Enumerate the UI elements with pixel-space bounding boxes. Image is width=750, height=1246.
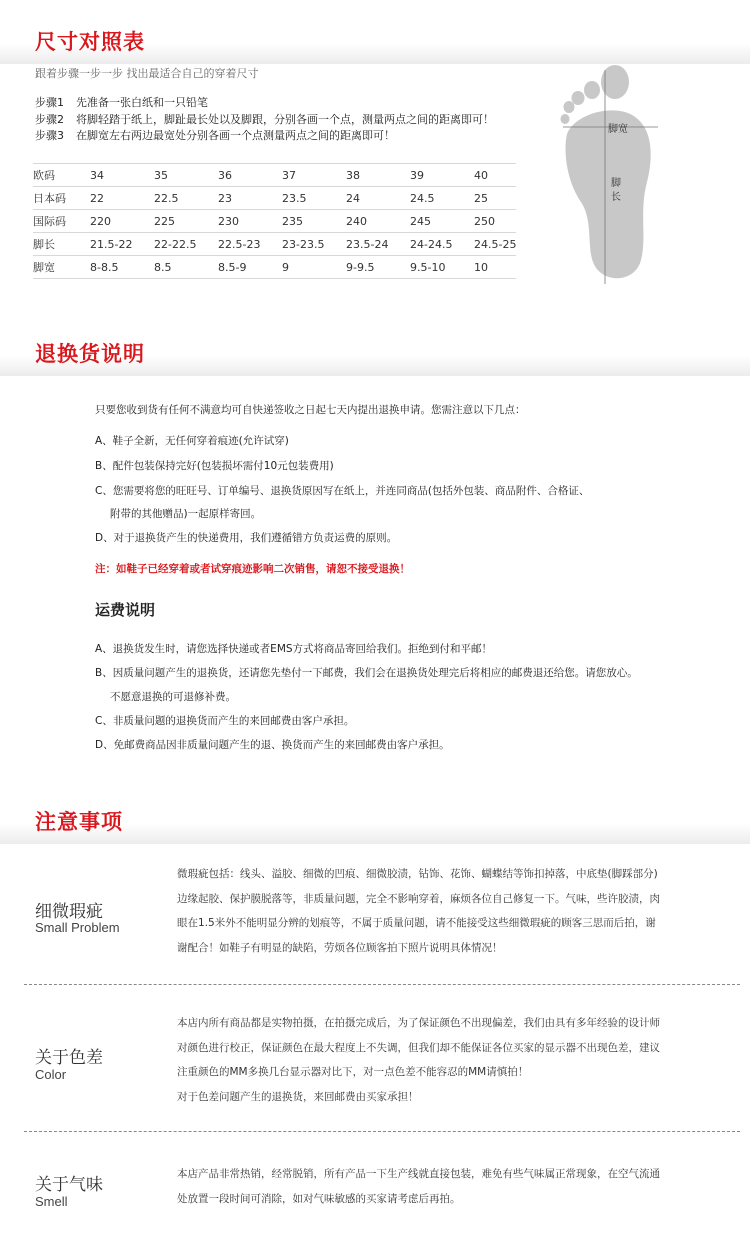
foot-length-label-2: 长 [611, 192, 621, 203]
shipping-item: D、免邮费商品因非质量问题产生的退、换货而产生的来回邮费由客户承担。 [95, 739, 450, 751]
table-cell: 225 [154, 210, 218, 233]
note-title-cn: 关于色差 [35, 1048, 103, 1068]
table-cell: 24-24.5 [410, 233, 474, 256]
table-cell: 220 [90, 210, 154, 233]
note-line: 处放置一段时间可消除，如对气味敏感的买家请考虑后再拍。 [177, 1192, 461, 1205]
step-text: 在脚宽左右两边最宽处分别各画一个点测量两点之间的距离即可！ [76, 129, 395, 142]
table-cell: 23-23.5 [282, 233, 346, 256]
step-text: 先准备一张白纸和一只铅笔 [76, 96, 208, 109]
table-cell: 24.5-25 [474, 233, 516, 256]
step-2 [35, 112, 494, 129]
shipping-item: B、因质量问题产生的退换货，还请您先垫付一下邮费，我们会在退换货处理完后将相应的邮费退还给您。请您放心。 [95, 667, 638, 679]
note-line: 本店内所有商品都是实物拍摄，在拍摄完成后，为了保证颜色不出现偏差，我们由具有多年经验的设计师 [177, 1017, 660, 1029]
table-cell: 10 [474, 256, 516, 279]
note-title-en: Color [35, 1067, 67, 1082]
shipping-item: C、非质量问题的退换货而产生的来回邮费由客户承担。 [95, 715, 355, 727]
table-cell: 250 [474, 210, 516, 233]
divider [24, 984, 740, 985]
note-line: 眼在1.5米外不能明显分辨的划痕等，不属于质量问题，请不能接受这些细微瑕疵的顾客三思而后拍，谢 [177, 917, 656, 929]
table-cell: 24.5 [410, 187, 474, 210]
shipping-item: A、退换货发生时，请您选择快递或者EMS方式将商品寄回给我们。拒绝到付和平邮！ [95, 643, 493, 655]
size-chart-header [0, 18, 750, 64]
table-cell: 22 [90, 187, 154, 210]
note-line: 对于色差问题产生的退换货，来回邮费由买家承担！ [177, 1090, 419, 1103]
table-cell: 39 [410, 164, 474, 187]
shipping-item: 不愿意退换的可退修补费。 [110, 691, 236, 703]
note-line: 谢配合！如鞋子有明显的缺陷，劳烦各位顾客拍下照片说明具体情况！ [177, 941, 503, 954]
table-cell: 9-9.5 [346, 256, 410, 279]
table-cell: 22-22.5 [154, 233, 218, 256]
foot-length-label-1: 脚 [611, 178, 621, 189]
return-title: 退换货说明 [35, 342, 145, 366]
note-line: 注重颜色的MM多换几台显示器对比下，对一点色差不能容忍的MM请慎拍！ [177, 1066, 529, 1078]
step-1 [35, 95, 494, 112]
note-line: 微瑕疵包括：线头、溢胶、细微的凹痕、细微胶渍，钻饰、花饰、蝴蝶结等饰扣掉落，中底垫(脚踩部分) [177, 868, 658, 880]
table-cell: 22.5-23 [218, 233, 282, 256]
table-cell: 36 [218, 164, 282, 187]
step-text: 将脚轻踏于纸上，脚趾最长处以及脚跟，分别各画一个点，测量两点之间的距离即可！ [76, 112, 494, 126]
table-cell: 38 [346, 164, 410, 187]
row-header: 欧码 [33, 164, 90, 187]
note-text [177, 1011, 732, 1109]
return-warning: 注：如鞋子已经穿着或者试穿痕迹影响二次销售，请恕不接受退换！ [95, 563, 410, 575]
table-cell: 240 [346, 210, 410, 233]
table-row [33, 210, 516, 233]
divider [24, 1131, 740, 1132]
table-cell: 8-8.5 [90, 256, 154, 279]
row-header: 国际码 [33, 210, 90, 233]
return-item: A、鞋子全新，无任何穿着痕迹(允许试穿) [95, 435, 289, 447]
table-cell: 21.5-22 [90, 233, 154, 256]
size-table [33, 163, 516, 279]
table-cell: 37 [282, 164, 346, 187]
row-header: 脚长 [33, 233, 90, 256]
note-line: 本店产品非常热销，经常脱销，所有产品一下生产线就直接包装，难免有些气味属正常现象，在空气流通 [177, 1168, 660, 1180]
table-cell: 230 [218, 210, 282, 233]
note-title-en: Small Problem [35, 920, 120, 935]
note-line: 对颜色进行校正，保证颜色在最大程度上不失调，但我们却不能保证各位买家的显示器不出现色差，建议 [177, 1041, 660, 1054]
table-cell: 245 [410, 210, 474, 233]
return-intro: 只要您收到货有任何不满意均可自快递签收之日起七天内提出退换申请。您需注意以下几点： [95, 404, 526, 416]
notes-header [0, 798, 750, 844]
table-cell: 8.5-9 [218, 256, 282, 279]
step-label: 步骤2 [35, 112, 64, 126]
measure-steps [35, 95, 494, 145]
size-chart-subtitle: 跟着步骤一步一步 找出最适合自己的穿着尺寸 [35, 67, 259, 80]
note-title-cn: 关于气味 [35, 1175, 103, 1195]
size-chart-title: 尺寸对照表 [35, 30, 145, 54]
table-cell: 22.5 [154, 187, 218, 210]
table-cell: 40 [474, 164, 516, 187]
table-cell: 24 [346, 187, 410, 210]
return-header [0, 330, 750, 376]
table-cell: 9.5-10 [410, 256, 474, 279]
row-header: 日本码 [33, 187, 90, 210]
table-cell: 235 [282, 210, 346, 233]
table-row [33, 164, 516, 187]
table-cell: 23.5 [282, 187, 346, 210]
table-cell: 8.5 [154, 256, 218, 279]
foot-shape [561, 65, 651, 278]
table-row [33, 187, 516, 210]
return-item: D、对于退换货产生的快递费用，我们遵循错方负责运费的原则。 [95, 532, 398, 544]
step-label: 步骤3 [35, 129, 64, 142]
note-text [177, 862, 732, 960]
step-3 [35, 128, 494, 145]
shipping-title: 运费说明 [95, 601, 156, 619]
table-cell: 35 [154, 164, 218, 187]
notes-title: 注意事项 [35, 810, 123, 834]
note-title-cn: 细微瑕疵 [35, 902, 103, 922]
return-item: 附带的其他赠品)一起原样寄回。 [110, 508, 262, 520]
note-title-en: Smell [35, 1194, 68, 1209]
note-text [177, 1162, 732, 1211]
table-cell: 9 [282, 256, 346, 279]
table-cell: 23.5-24 [346, 233, 410, 256]
table-cell: 25 [474, 187, 516, 210]
foot-diagram [555, 62, 665, 287]
return-item: B、配件包装保持完好(包装损坏需付10元包装费用) [95, 460, 334, 472]
row-header: 脚宽 [33, 256, 90, 279]
return-item: C、您需要将您的旺旺号、订单编号、退换货原因写在纸上，并连同商品(包括外包装、商品附件、合格证、 [95, 485, 590, 497]
step-label: 步骤1 [35, 96, 64, 109]
table-cell: 34 [90, 164, 154, 187]
foot-width-label: 脚宽 [608, 124, 628, 135]
table-cell: 23 [218, 187, 282, 210]
note-line: 边缘起胶、保护膜脱落等，非质量问题，完全不影响穿着，麻烦各位自己修复一下。气味，些许胶渍，肉 [177, 892, 660, 905]
table-row [33, 233, 516, 256]
table-row [33, 256, 516, 279]
